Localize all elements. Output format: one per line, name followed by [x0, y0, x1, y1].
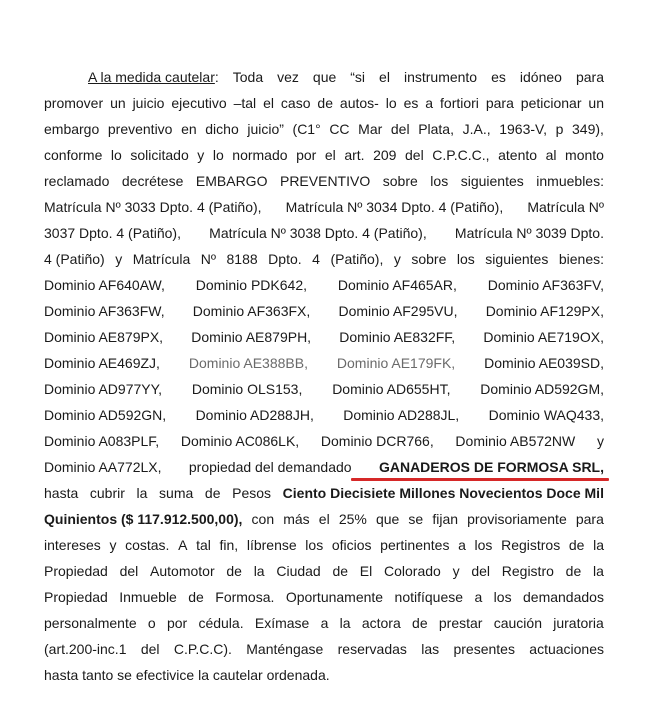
text-line-12: Dominio AE469ZJ, Dominio AE388BB, Dominio AE179FK, Dominio AE039SD, — [44, 355, 604, 371]
text-line-16: Dominio AA772LX, propiedad del demandado GANADEROS DE FORMOSA SRL, — [44, 456, 604, 478]
text-line-13: Dominio AD977YY, Dominio OLS153, Dominio AD655HT, Dominio AD592GM, — [44, 381, 604, 397]
amount-figure: Quinientos ($ 117.912.500,00), — [44, 511, 243, 527]
text-line-20: Propiedad del Automotor de la Ciudad de El Colorado y del Registro de la — [44, 563, 604, 579]
text-line-17: hasta cubrir la suma de Pesos Ciento Diecisiete Millones Novecientos Doce Mil — [44, 482, 604, 504]
text-line-8: 4 (Patiño) y Matrícula Nº 8188 Dpto. 4 (Patiño), y sobre los siguientes bienes: — [44, 251, 604, 267]
text-line-15: Dominio A083PLF, Dominio AC086LK, Dominio DCR766, Dominio AB572NW y — [44, 433, 604, 449]
defendant-name: GANADEROS DE FORMOSA SRL, — [378, 459, 604, 475]
text-line-14: Dominio AD592GN, Dominio AD288JH, Dominio AD288JL, Dominio WAQ433, — [44, 407, 604, 423]
text-line-9: Dominio AF640AW, Dominio PDK642, Dominio AF465AR, Dominio AF363FV, — [44, 277, 604, 293]
text-line-19: intereses y costas. A tal fin, líbrense los oficios pertinentes a los Registros de la — [44, 537, 604, 553]
section-heading: A la medida cautelar — [88, 69, 215, 85]
text-line-24: hasta tanto se efectivice la cautelar ordenada. — [44, 667, 330, 683]
text-line-5: reclamado decrétese EMBARGO PREVENTIVO sobre los siguientes inmuebles: — [44, 173, 604, 189]
amount-words: Ciento Diecisiete Millones Novecientos Doce Mil — [282, 485, 604, 501]
text-line-2: promover un juicio ejecutivo –tal el caso de autos- lo es a fortiori para peticionar un — [44, 95, 604, 111]
text-line-6: Matrícula Nº 3033 Dpto. 4 (Patiño), Matrícula Nº 3034 Dpto. 4 (Patiño), Matrícula Nº — [44, 199, 604, 215]
text-line-4: conforme lo solicitado y lo normado por el art. 209 del C.P.C.C., atento al monto — [44, 147, 604, 163]
text-line-7: 3037 Dpto. 4 (Patiño), Matrícula Nº 3038 Dpto. 4 (Patiño), Matrícula Nº 3039 Dpto. — [44, 225, 604, 241]
highlight-underline — [351, 478, 609, 481]
text-line-1: A la medida cautelar: Toda vez que “si el instrumento es idóneo para — [88, 69, 604, 85]
text-line-22: personalmente o por cédula. Exímase a la actora de prestar caución juratoria — [44, 615, 604, 631]
text-line-21: Propiedad Inmueble de Formosa. Oportunamente notifíquese a los demandados — [44, 589, 604, 605]
text-line-10: Dominio AF363FW, Dominio AF363FX, Dominio AF295VU, Dominio AF129PX, — [44, 303, 604, 319]
text-line-23: (art.200-inc.1 del C.P.C.C). Manténgase reservadas las presentes actuaciones — [44, 641, 604, 657]
text-line-3: embargo preventivo en dicho juicio” (C1° CC Mar del Plata, J.A., 1963-V, p 349), — [44, 121, 604, 137]
text-line-11: Dominio AE879PX, Dominio AE879PH, Dominio AE832FF, Dominio AE719OX, — [44, 329, 604, 345]
text-line-18: Quinientos ($ 117.912.500,00), con más el 25% que se fijan provisoriamente para — [44, 508, 604, 530]
